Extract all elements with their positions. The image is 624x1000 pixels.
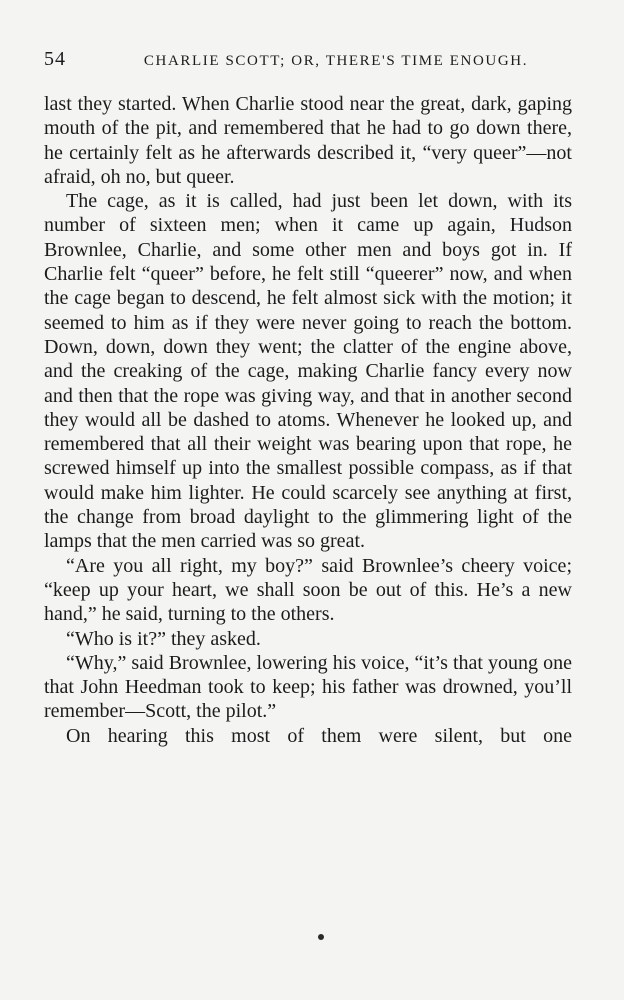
running-title: CHARLIE SCOTT; OR, THERE'S TIME ENOUGH. bbox=[143, 53, 529, 69]
paragraph: “Who is it?” they asked. bbox=[66, 627, 261, 650]
paragraph: The cage, as it is called, had just been let down, with its number of sixteen men; when it came up again, Hudson Brownlee, Charlie, and some other men and boys got in. If Charlie felt “queer” before, he felt still “queerer” now, and when the cage began to descend, he felt almost sick with the motion; it seemed to him as if they were never going to reach the bottom. Down, down, down they went; the clatter of the engine above, and the creaking of the cage, making Charlie fancy every now and then that the rope was giving way, and that in another second they would all be dashed to atoms. Whenever he looked up, and remembered that all their weight was bearing upon that rope, he screwed himself up into the smallest possible compass, as if that would make him lighter. He could scarcely see anything at first, the change from broad daylight to the glimmering light of the lamps that the men carried was so great. bbox=[44, 190, 572, 553]
body-text bbox=[44, 92, 572, 748]
printer-mark bbox=[318, 934, 324, 940]
paragraph: On hearing this most of them were silent, but one bbox=[66, 724, 572, 747]
page-number: 54 bbox=[44, 48, 66, 70]
paragraph: “Are you all right, my boy?” said Brownlee’s cheery voice; “keep up your heart, we shall soon be out of this. He’s a new hand,” he said, turning to the others. bbox=[44, 554, 572, 626]
paragraph: “Why,” said Brownlee, lowering his voice, “it’s that young one that John Heedman took to keep; his father was drowned, you’ll remember—Scott, the pilot.” bbox=[44, 651, 572, 723]
paragraph: last they started. When Charlie stood near the great, dark, gaping mouth of the pit, and remembered that he had to go down there, he certainly felt as he afterwards described it, “very queer”—not afraid, oh no, but queer. bbox=[44, 93, 572, 188]
page-header bbox=[44, 48, 572, 92]
